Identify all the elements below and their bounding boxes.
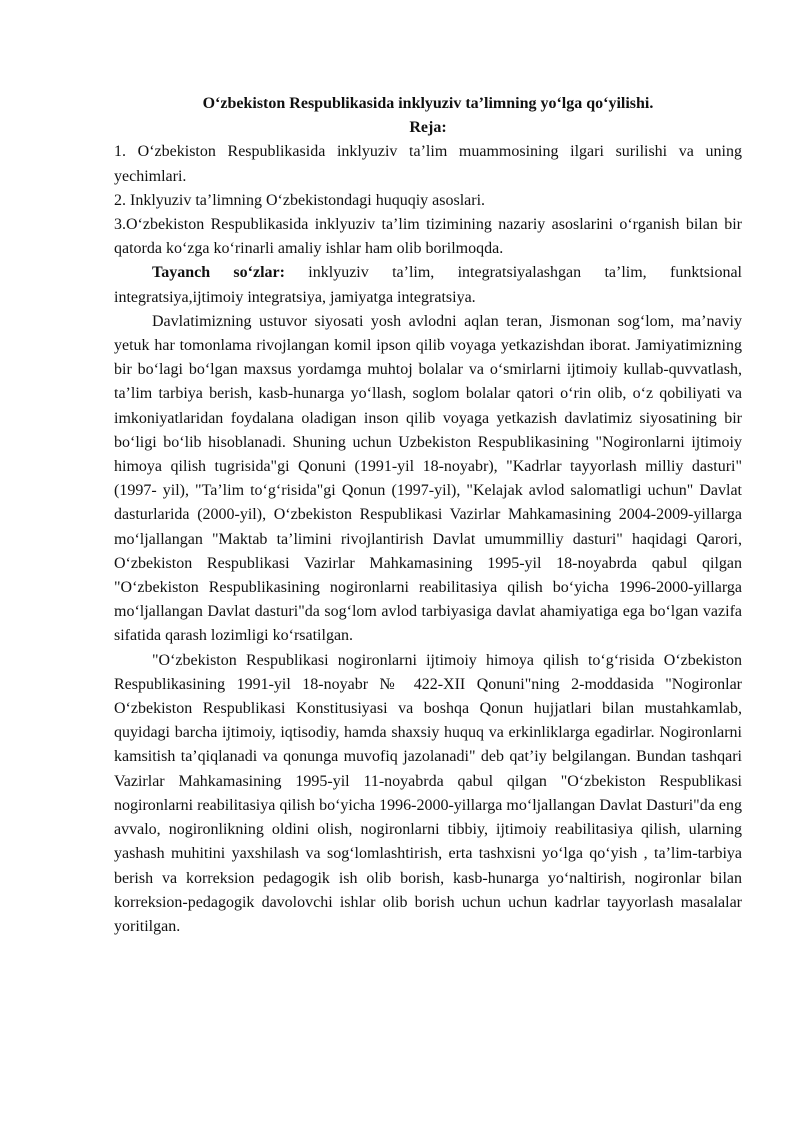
plan-item-3: 3.O‘zbekiston Respublikasida inklyuziv ta’lim tizimining nazariy asoslarini o‘rganish bilan bir qatorda ko‘zga ko‘rinarli amaliy ishlar ham olib borilmoqda. xyxy=(114,216,742,258)
plan-item-2: 2. Inklyuziv ta’limning O‘zbekistondagi huquqiy asoslari. xyxy=(114,191,486,209)
keywords-text: inklyuziv ta’lim, integratsiyalashgan ta’lim, funktsional integratsiya,ijtimoiy integratsiya, jamiyatga integratsiya. xyxy=(114,264,742,306)
keywords-label: Tayanch so‘zlar: xyxy=(152,264,285,282)
plan-item-1: 1. O‘zbekiston Respublikasida inklyuziv ta’lim muammosining ilgari surilishi va uning yechimlari. xyxy=(114,143,742,185)
keywords-paragraph xyxy=(114,261,742,309)
body-paragraph-1: Davlatimizning ustuvor siyosati yosh avlodni aqlan teran, Jismonan sog‘lom, ma’naviy yetuk har tomonlama rivojlangan komil ipson qilib voyaga yetkazishdan iborat. Jamiyatimizning bir bo‘lagi bo‘lgan maxsus yordamga muhtoj bolalar va o‘smirlarni ijtimoiy kullab-quvvatlash, ta’lim tarbiya berish, kasb-hunarga yo‘llash, soglom bolalar qatori o‘rin olib, o‘z qobiliyati va imkoniyatlaridan foydalana oladigan inson qilib voyaga yetkazish davlatimiz siyosatining bir bo‘ligi bo‘lib hisoblanadi. Shuning uchun Uzbekiston Respublikasining "Nogironlarni ijtimoiy himoya qilish tugrisida"gi Qonuni (1991-yil 18-noyabr), "Kadrlar tayyorlash milliy dasturi" (1997- yil), "Ta’lim to‘g‘risida"gi Qonun (1997-yil), "Kelajak avlod salomatligi uchun" Davlat dasturlarida (2000-yil), O‘zbekiston Respublikasi Vazirlar Mahkamasining 2004-2009-yillarga mo‘ljallangan "Maktab ta’limini rivojlantirish Davlat umummilliy dasturi" haqidagi Qarori, O‘zbekiston Respublikasi Vazirlar Mahkamasining 1995-yil 18-noyabrda qabul qilgan "O‘zbekiston Respublikasining nogironlarni reabilitasiya qilish bo‘yicha 1996-2000-yillarga mo‘ljallangan Davlat dasturi"da sog‘lom avlod tarbiyasiga davlat ahamiyatiga ega bo‘lgan vazifa sifatida qarash lozimligi ko‘rsatilgan. xyxy=(114,312,742,645)
body-paragraph-2: "O‘zbekiston Respublikasi nogironlarni ijtimoiy himoya qilish to‘g‘risida O‘zbekiston Respublikasining 1991-yil 18-noyabr № 422-XII Qonuni"ning 2-moddasida "Nogironlar O‘zbekiston Respublikasi Konstitusiyasi va boshqa Qonun hujjatlari bilan mustahkamlab, quyidagi barcha ijtimoiy, iqtisodiy, hamda shaxsiy huquq va erkinliklarga egadirlar. Nogironlarni kamsitish ta’qiqlanadi va qonunga muvofiq jazolanadi" deb qat’iy belgilangan. Bundan tashqari Vazirlar Mahkamasining 1995-yil 11-noyabrda qabul qilgan "O‘zbekiston Respublikasi nogironlarni reabilitasiya qilish bo‘yicha 1996-2000-yillarga mo‘ljallangan Davlat Dasturi"da eng avvalo, nogironlikning oldini olish, nogironlarni tibbiy, ijtimoiy reabilitasiya qilish, ularning yashash muhitini yaxshilash va sog‘lomlashtirish, erta tashxisni yo‘lga qo‘yish , ta’lim-tarbiya berish va korreksion pedagogik ish olib borish, kasb-hunarga yo‘naltirish, nogironlar bilan korreksion-pedagogik davolovchi ishlar olib borish uchun uchun kadrlar tayyorlash masalalar yoritilgan. xyxy=(114,651,742,935)
document-page xyxy=(114,92,742,939)
plan-heading: Reja: xyxy=(409,119,447,137)
document-title: O‘zbekiston Respublikasida inklyuziv ta’limning yo‘lga qo‘yilishi. xyxy=(202,95,654,112)
